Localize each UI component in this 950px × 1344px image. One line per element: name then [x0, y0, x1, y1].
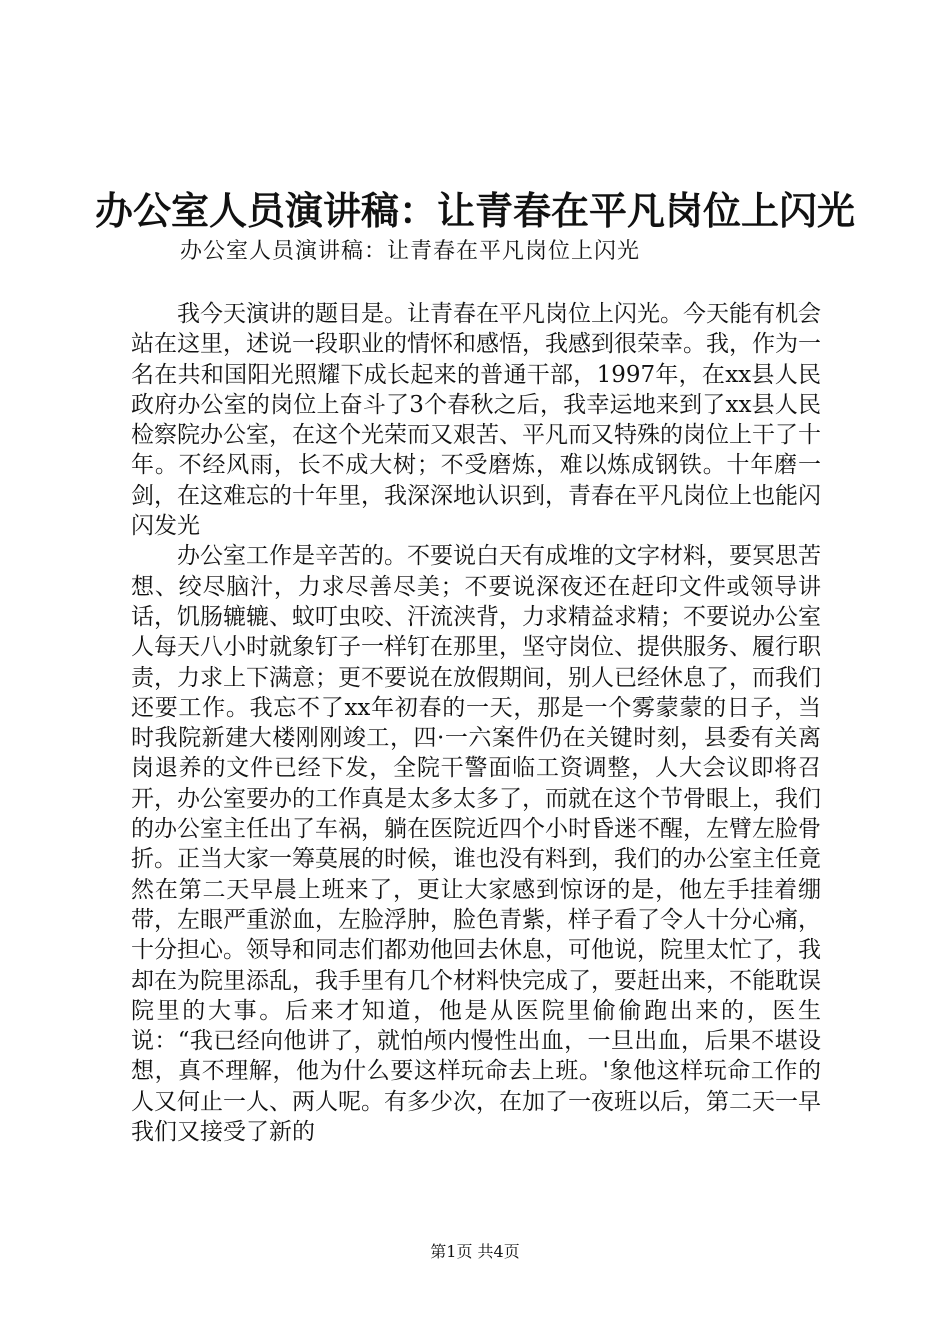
document-title: 办公室人员演讲稿：让青春在平凡岗位上闪光: [94, 188, 855, 233]
page-footer: 第1页 共4页: [430, 1242, 520, 1261]
paragraph: 办公室工作是辛苦的。不要说白天有成堆的文字材料，要冥思苦想、绞尽脑汁，力求尽善尽美；不要说深夜还在赶印文件或领导讲话，饥肠辘辘、蚊叮虫咬、汗流浃背，力求精益求精；不要说办公室人每天八小时就象钉子一样钉在那里，坚守岗位、提供服务、履行职责，力求上下满意；更不要说在放假期间，别人已经休息了，而我们还要工作。我忘不了xx年初春的一天，那是一个雾蒙蒙的日子，当时我院新建大楼刚刚竣工，四·一六案件仍在关键时刻，县委有关离岗退养的文件已经下发，全院干警面临工资调整，人大会议即将召开，办公室要办的工作真是太多太多了，而就在这个节骨眼上，我们的办公室主任出了车祸，躺在医院近四个小时昏迷不醒，左臂左脸骨折。正当大家一筹莫展的时候，谁也没有料到，我们的办公室主任竟然在第二天早晨上班来了，更让大家感到惊讶的是，他左手挂着绷带，左眼严重淤血，左脸浮肿，脸色青紫，样子看了令人十分心痛，十分担心。领导和同志们都劝他回去休息，可他说，院里太忙了，我却在为院里添乱，我手里有几个材料快完成了，要赶出来，不能耽误院里的大事。后来才知道，他是从医院里偷偷跑出来的，医生说：“我已经向他讲了，就怕颅内慢性出血，一旦出血，后果不堪设想，真不理解，他为什么要这样玩命去上班。'象他这样玩命工作的人又何止一人、两人呢。有多少次，在加了一夜班以后，第二天一早我们又接受了新的: [131, 543, 821, 1146]
document-body: [131, 299, 821, 1147]
document-subtitle: 办公室人员演讲稿：让青春在平凡岗位上闪光: [180, 239, 641, 264]
paragraph: 我今天演讲的题目是。让青春在平凡岗位上闪光。今天能有机会站在这里，述说一段职业的情怀和感悟，我感到很荣幸。我，作为一名在共和国阳光照耀下成长起来的普通干部，1997年，在xx县人民政府办公室的岗位上奋斗了3个春秋之后，我幸运地来到了xx县人民检察院办公室，在这个光荣而又艰苦、平凡而又特殊的岗位上干了十年。不经风雨，长不成大树；不受磨炼，难以炼成钢铁。十年磨一剑，在这难忘的十年里，我深深地认识到，青春在平凡岗位上也能闪闪发光: [131, 301, 821, 540]
